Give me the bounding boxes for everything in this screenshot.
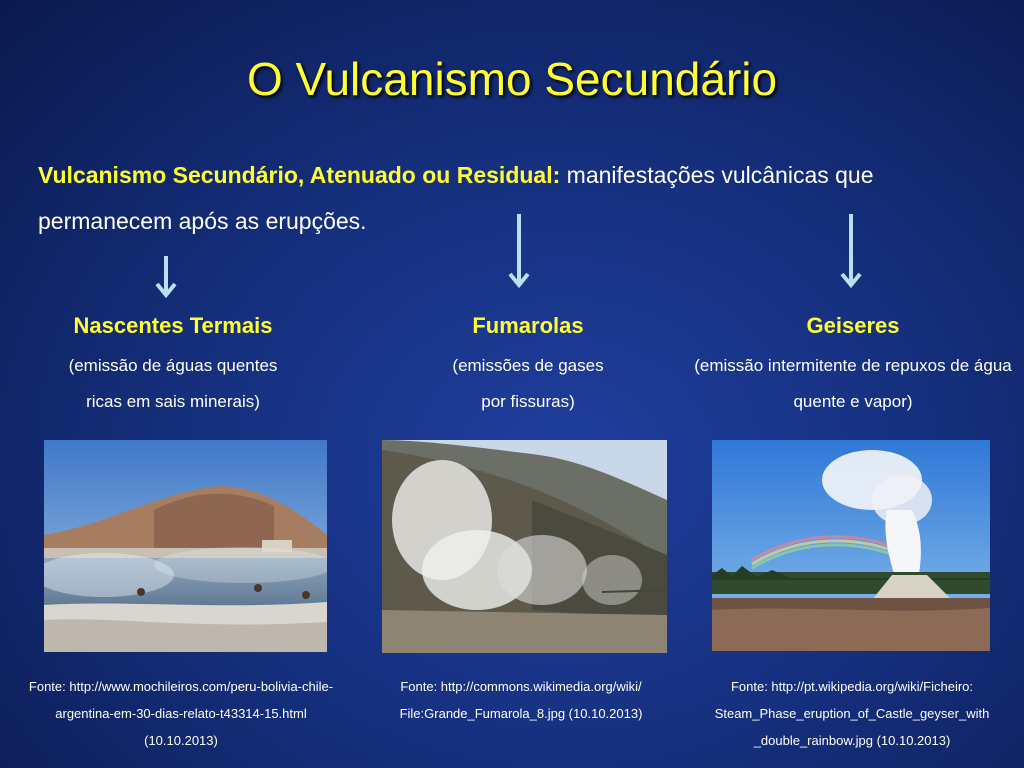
description-geysers: (emissão intermitente de repuxos de água quente e vapor) [694,356,1012,411]
description-fumaroles: (emissões de gases por fissuras) [452,356,604,411]
source-hot-springs: Fonte: http://www.mochileiros.com/peru-bolivia-chile-argentina-em-30-dias-relato-t43314-15.html (10.10.2013) [28,679,334,748]
slide-title: O Vulcanismo Secundário [246,53,778,105]
photo-fumaroles [382,440,667,653]
description-hot-springs: (emissão de águas quentes ricas em sais minerais) [68,356,278,411]
intro-definition: manifestações vulcânicas que permanecem após as erupções. [38,162,874,234]
photo-geyser [712,440,990,651]
source-geyser: Fonte: http://pt.wikipedia.org/wiki/Ficheiro: Steam_Phase_eruption_of_Castle_geyser_with _double_rainbow.jpg (10.10.2013) [714,679,990,748]
down-arrow-icon [508,212,530,288]
heading-hot-springs: Nascentes Termais [73,313,273,338]
heading-geysers: Geiseres [806,313,900,338]
down-arrow-icon [155,254,177,298]
source-fumaroles: Fonte: http://commons.wikimedia.org/wiki/ File:Grande_Fumarola_8.jpg (10.10.2013) [399,679,643,721]
intro-term: Vulcanismo Secundário, Atenuado ou Residual: [38,162,561,188]
heading-fumaroles: Fumarolas [472,313,584,338]
photo-hot-springs [44,440,327,652]
down-arrow-icon [840,212,862,288]
